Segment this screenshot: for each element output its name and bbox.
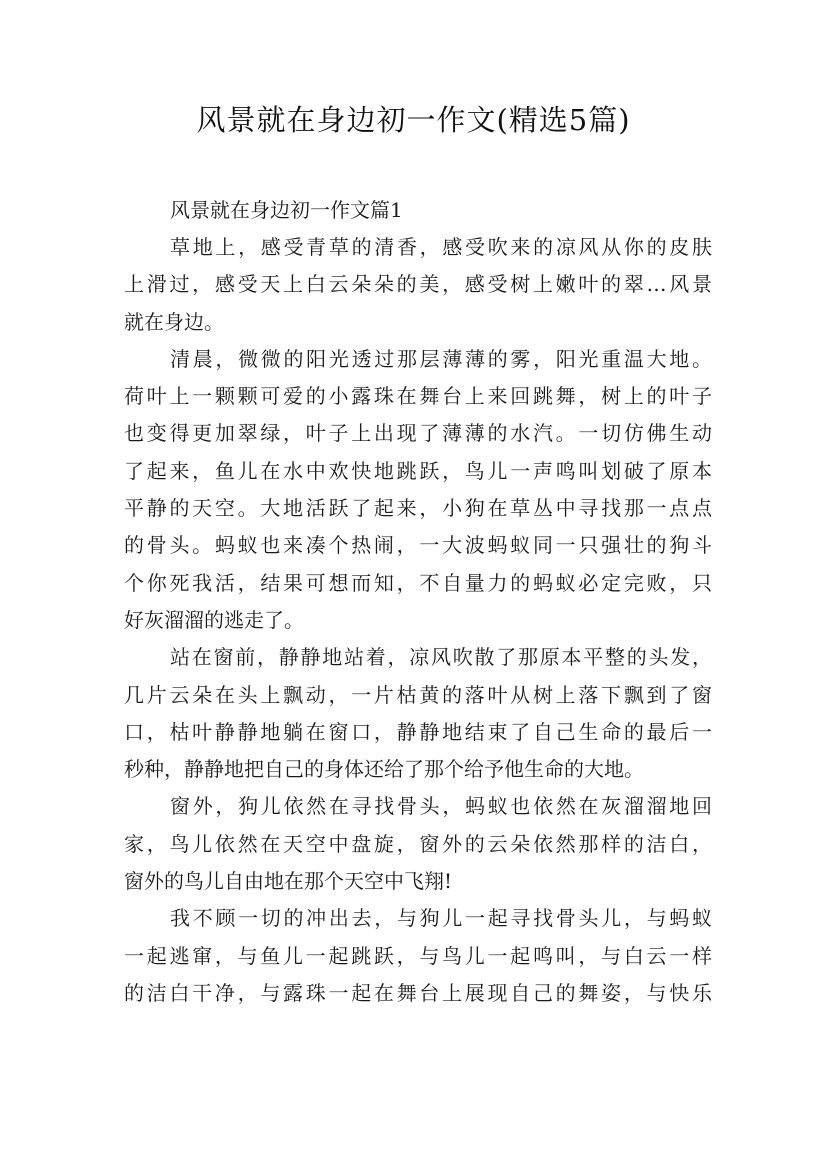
text-line: 窗外的鸟儿自由地在那个天空中飞翔!	[124, 869, 453, 894]
text-line: 荷叶上一颗颗可爱的小露珠在舞台上来回跳舞，树上的叶子	[124, 384, 712, 409]
text-line: 平静的天空。大地活跃了起来，小狗在草丛中寻找那一点点	[124, 496, 712, 521]
paragraph	[124, 900, 712, 1012]
paragraph-list	[124, 229, 712, 1012]
text-line: 我不顾一切的冲出去，与狗儿一起寻找骨头儿，与蚂蚁	[170, 906, 712, 931]
text-line: 也变得更加翠绿，叶子上出现了薄薄的水汽。一切仿佛生动	[124, 421, 712, 446]
text-line: 个你死我活，结果可想而知，不自量力的蚂蚁必定完败，只	[124, 570, 712, 595]
text-line: 清晨，微微的阳光透过那层薄薄的雾，阳光重温大地。	[170, 346, 712, 371]
document-title: 风景就在身边初一作文(精选5篇)	[196, 103, 631, 137]
text-line: 就在身边。	[124, 309, 224, 334]
paragraph	[124, 229, 712, 341]
text-line: 的骨头。蚂蚁也来凑个热闹，一大波蚂蚁同一只强壮的狗斗	[124, 533, 712, 558]
text-line: 草地上，感受青草的清香，感受吹来的凉风从你的皮肤	[170, 235, 712, 259]
paragraph	[124, 341, 712, 639]
text-line: 的洁白干净，与露珠一起在舞台上展现自己的舞姿，与快乐	[124, 980, 712, 1005]
paragraph	[124, 639, 712, 788]
text-line: 家，鸟儿依然在天空中盘旋，窗外的云朵依然那样的洁白，	[124, 831, 712, 856]
text-line: 一起逃窜，与鱼儿一起跳跃，与鸟儿一起鸣叫，与白云一样	[124, 943, 712, 968]
paragraph	[124, 788, 712, 900]
text-line: 了起来，鱼儿在水中欢快地跳跃，鸟儿一声鸣叫划破了原本	[124, 458, 712, 483]
text-line: 好灰溜溜的逃走了。	[124, 607, 304, 632]
document-body	[124, 192, 712, 1012]
text-line: 窗外，狗儿依然在寻找骨头，蚂蚁也依然在灰溜溜地回	[170, 794, 712, 819]
text-line: 上滑过，感受天上白云朵朵的美，感受树上嫩叶的翠…风景	[124, 272, 712, 297]
text-line: 几片云朵在头上飘动，一片枯黄的落叶从树上落下飘到了窗	[124, 682, 712, 707]
section-heading: 风景就在身边初一作文篇1	[170, 198, 403, 222]
text-line: 秒种，静静地把自己的身体还给了那个给予他生命的大地。	[124, 757, 644, 782]
text-line: 口，枯叶静静地躺在窗口，静静地结束了自己生命的最后一	[124, 719, 712, 744]
text-line: 站在窗前，静静地站着，凉风吹散了那原本平整的头发，	[170, 645, 712, 670]
